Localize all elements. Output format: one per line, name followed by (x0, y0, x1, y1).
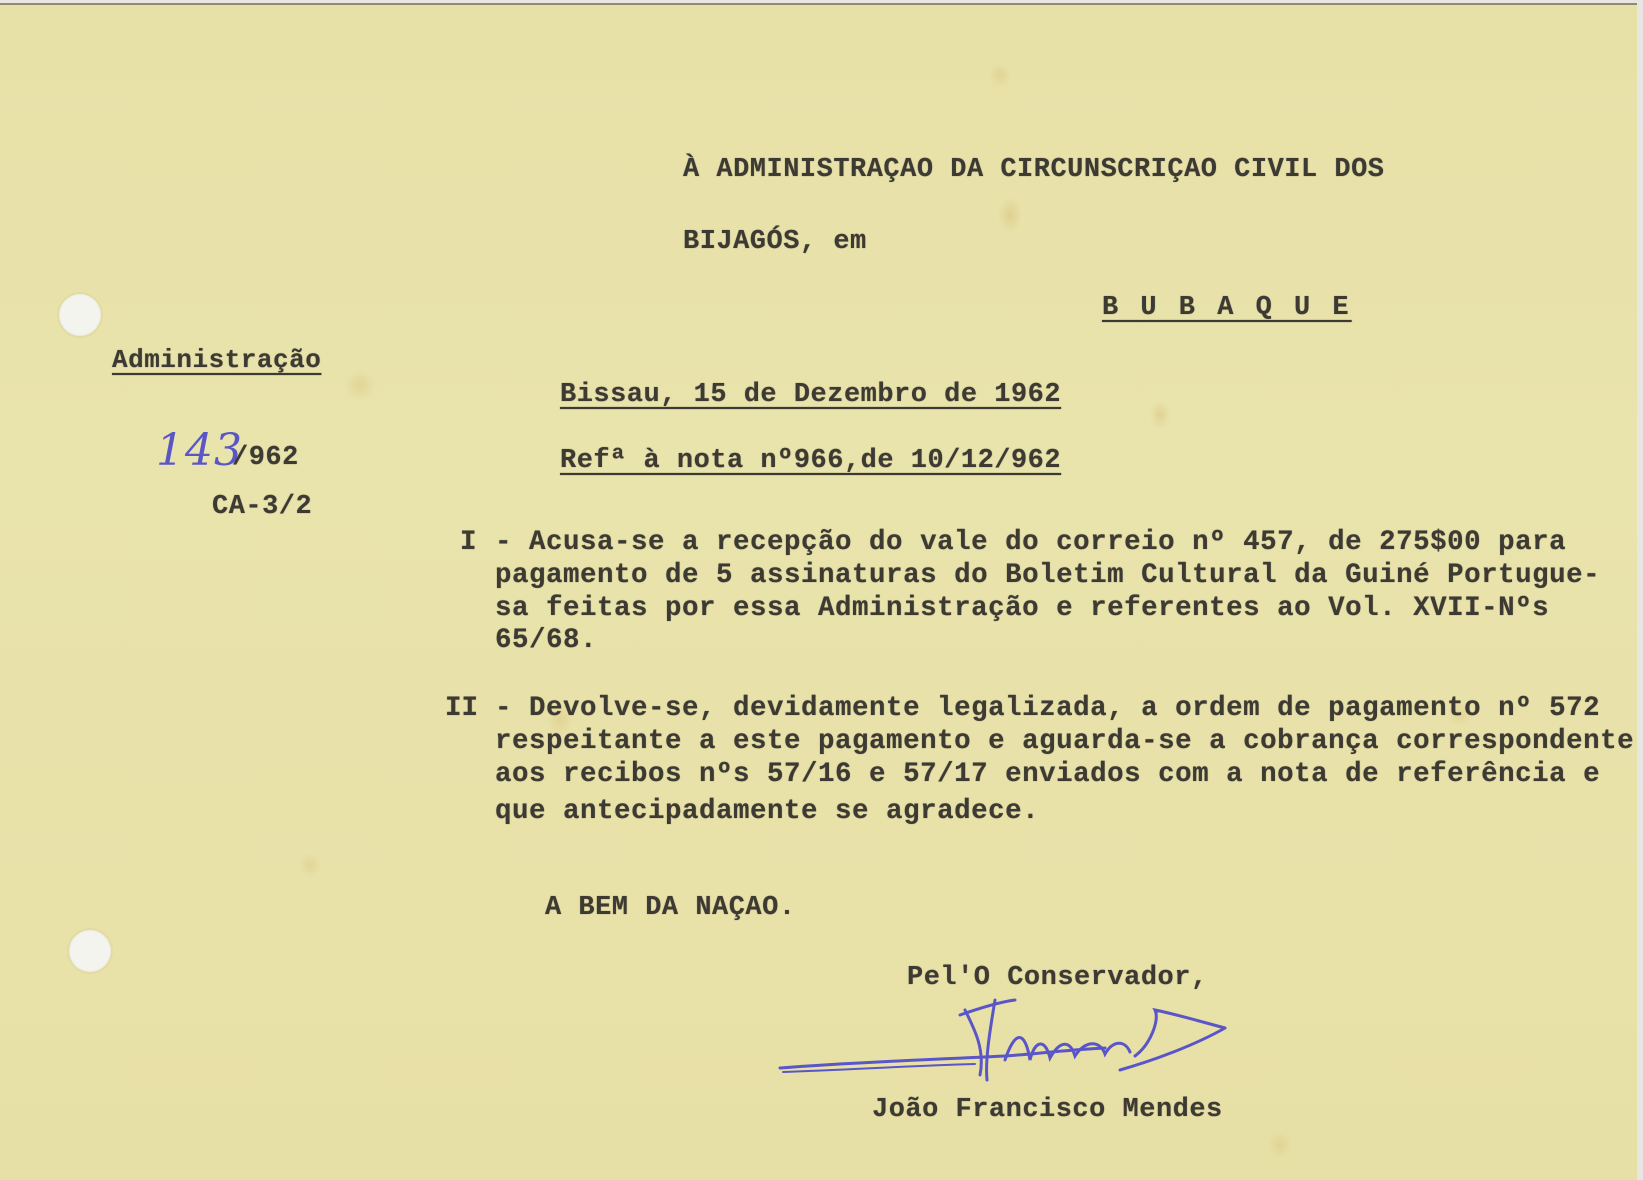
sender-ref-year: /962 (232, 443, 299, 473)
paragraph-line: - Devolve-se, devidamente legalizada, a ordem de pagamento nº 572 (495, 693, 1601, 724)
paragraph-line: aos recibos nºs 57/16 e 57/17 enviados com a nota de referência e (495, 759, 1601, 790)
sender-department: Administração (112, 345, 322, 375)
punch-hole-top (59, 294, 101, 336)
document-page (0, 3, 1637, 1180)
paragraph-numeral: I (460, 527, 477, 558)
recipient-line-1: À ADMINISTRAÇAO DA CIRCUNSCRIÇAO CIVIL DOS (683, 155, 1385, 185)
paragraph-line: 65/68. (495, 625, 598, 656)
closing-salutation: A BEM DA NAÇAO. (545, 893, 796, 923)
recipient-location: B U B A Q U E (1102, 293, 1352, 323)
date-line: Bissau, 15 de Dezembro de 1962 (560, 380, 1062, 410)
signatory-name: João Francisco Mendes (872, 1095, 1223, 1125)
recipient-line-2: BIJAGÓS, em (683, 227, 867, 257)
sender-ref-code: CA-3/2 (212, 492, 313, 522)
handwritten-ref-number: 143 (156, 425, 243, 476)
paragraph-line: - Acusa-se a recepção do vale do correio nº 457, de 275$00 para (495, 527, 1567, 558)
paragraph-numeral: II (445, 693, 479, 724)
paragraph-line: sa feitas por essa Administração e referentes ao Vol. XVII-Nºs (495, 593, 1550, 624)
punch-hole-bottom (69, 930, 111, 972)
paragraph-line: que antecipadamente se agradece. (495, 796, 1040, 827)
paragraph-line: pagamento de 5 assinaturas do Boletim Cultural da Guiné Portugue- (495, 560, 1601, 591)
reference-line: Refª à nota nº966,de 10/12/962 (560, 446, 1062, 476)
signatory-title: Pel'O Conservador, (907, 963, 1208, 993)
paragraph-line: respeitante a este pagamento e aguarda-se a cobrança correspondente (495, 726, 1635, 757)
signature-mark (775, 990, 1275, 1100)
